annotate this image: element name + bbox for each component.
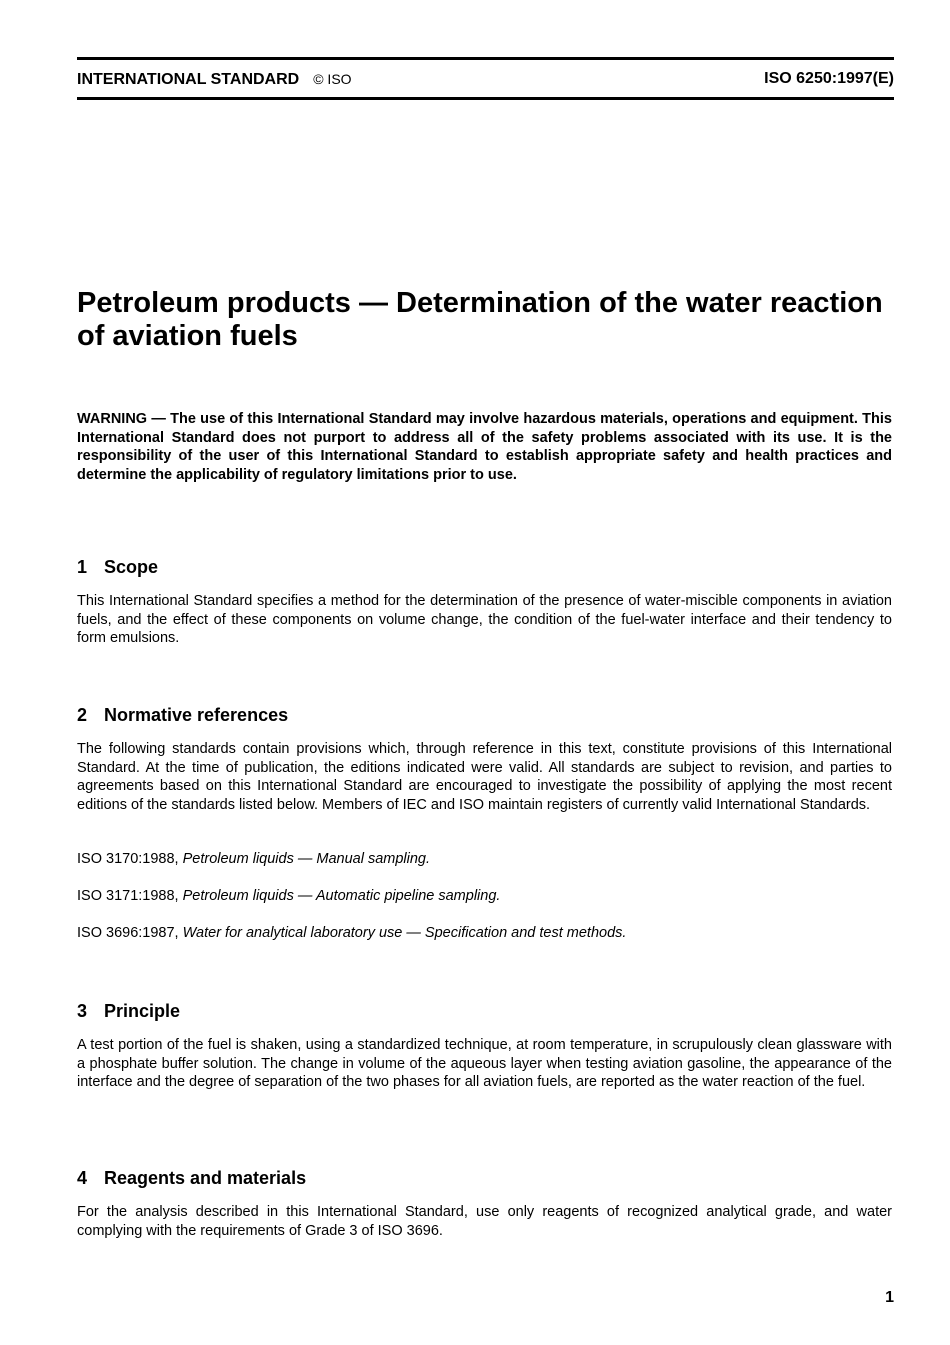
reference-item [77,924,626,943]
section-number: 1 [77,557,88,577]
principle-paragraph: A test portion of the fuel is shaken, using a standardized technique, at room temperature, in scrupulously clean glassware with a phosphate buffer solution. The change in volume of the aqueous layer when testing aviation gasoline, the appearance of the interface and the degree of separation of the two phases for all aviation fuels, are reported as the water reaction of the fuel. [77,1037,892,1091]
reference-title: Water for analytical laboratory use — Specification and test methods. [182,925,627,941]
scope-paragraph: This International Standard specifies a method for the determination of the presence of water-miscible components in aviation fuels, and the effect of these components on volume change, the condition of the fuel-water interface and their tendency to form emulsions. [77,593,892,647]
section-heading-normative-references [77,704,288,726]
reference-code: ISO 3696:1987, [77,925,183,941]
reference-code: ISO 3170:1988, [77,851,183,867]
section-number: 2 [77,705,88,725]
section-heading-reagents-and-materials [77,1167,306,1189]
standard-label: INTERNATIONAL STANDARD [77,71,300,88]
document-number: ISO 6250:1997(E) [764,70,894,87]
copyright-notice: © ISO [313,71,352,87]
header-left [77,68,352,91]
reference-title: Petroleum liquids — Automatic pipeline sampling. [182,888,501,904]
page-number: 1 [885,1289,894,1306]
section-title: Principle [104,1001,181,1021]
section-title: Normative references [104,705,289,725]
warning-notice: WARNING — The use of this International Standard may involve hazardous materials, operations and equipment. This International Standard does not purport to address all of the safety problems associated with its use. It is the responsibility of the user of this International Standard to establish appropriate safety and health practices and determine the applicability of regulatory limitations prior to use. [77,411,892,483]
reference-item [77,850,430,869]
header-bottom-rule [77,97,894,100]
section-title: Reagents and materials [104,1168,307,1188]
running-header [77,68,894,90]
reagents-paragraph: For the analysis described in this International Standard, use only reagents of recognized analytical grade, and water complying with the requirements of Grade 3 of ISO 3696. [77,1204,892,1239]
section-number: 4 [77,1168,88,1188]
header-top-rule [77,57,894,60]
reference-title: Petroleum liquids — Manual sampling. [182,851,431,867]
section-heading-principle [77,1000,180,1022]
reference-item [77,887,500,906]
reference-code: ISO 3171:1988, [77,888,183,904]
section-title: Scope [104,557,159,577]
section-heading-scope [77,556,158,578]
normative-references-paragraph: The following standards contain provisions which, through reference in this text, constitute provisions of this International Standard. At the time of publication, the editions indicated were valid. All standards are subject to revision, and parties to agreements based on this International Standard are encouraged to investigate the possibility of applying the most recent editions of the standards listed below. Members of IEC and ISO maintain registers of currently valid International Standards. [77,741,892,813]
section-number: 3 [77,1001,88,1021]
document-title: Petroleum products — Determination of the water reaction of aviation fuels [77,287,883,352]
